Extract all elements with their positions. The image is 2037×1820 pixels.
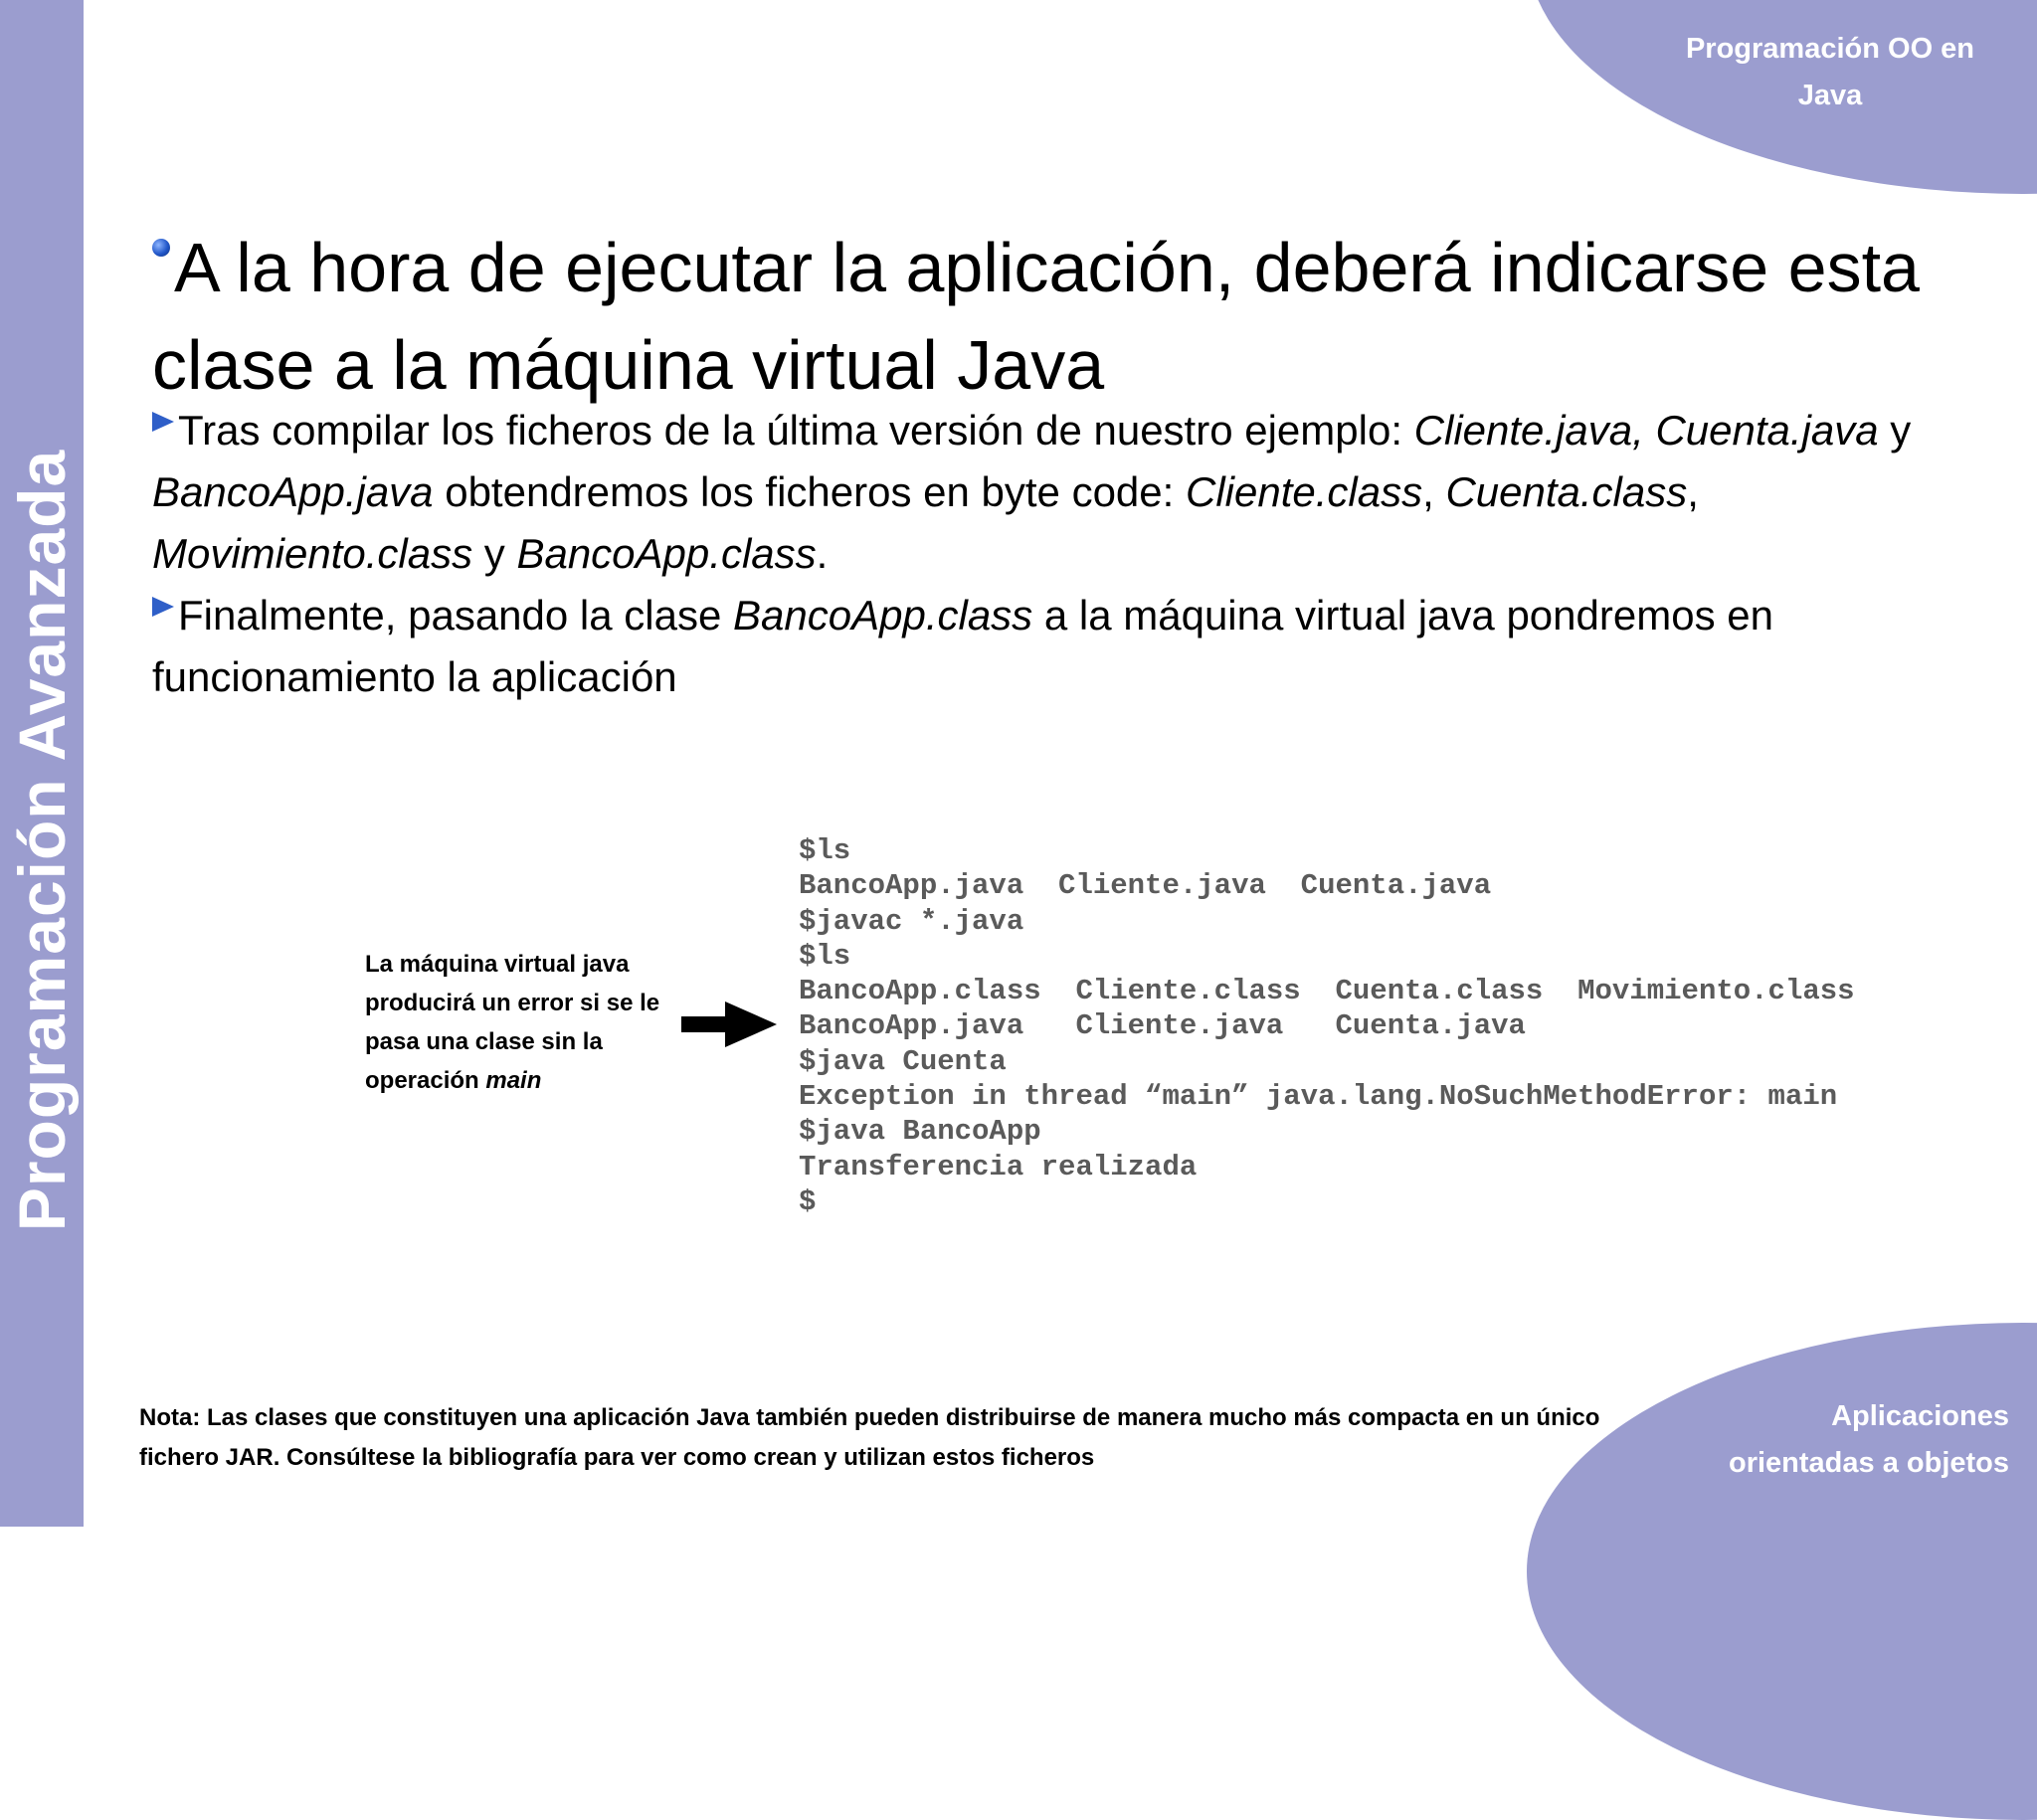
terminal-line: BancoApp.java Cliente.java Cuenta.java xyxy=(799,1009,1526,1043)
sidebar xyxy=(0,0,84,1527)
bullet-text: , xyxy=(1687,468,1699,515)
terminal-line: $java BancoApp xyxy=(799,1115,1041,1149)
bullet-item-compile xyxy=(152,400,1972,585)
right-arrow-icon xyxy=(681,1001,777,1047)
bullet-text: Tras compilar los ficheros de la última versión de nuestro ejemplo: xyxy=(178,407,1414,454)
bullet-text: Finalmente, pasando la clase xyxy=(178,592,733,638)
side-note-emphasis: main xyxy=(485,1067,542,1094)
bullet-text: y xyxy=(472,530,517,577)
file-name: Cuenta.class xyxy=(1445,468,1688,515)
terminal-line: $ xyxy=(799,1184,817,1218)
terminal-line: $ls xyxy=(799,939,851,973)
bullet-text: y xyxy=(1878,407,1912,454)
bullet-text: , xyxy=(1422,468,1446,515)
sphere-bullet-icon xyxy=(152,239,170,257)
bullet-text: a la máquina virtual java pondremos en funcionamiento la aplicación xyxy=(152,592,1773,700)
file-name: Movimiento.class xyxy=(152,530,473,577)
terminal-line: $java Cuenta xyxy=(799,1044,1007,1078)
side-note-text: La máquina virtual java producirá un error si se le pasa una clase sin la operación xyxy=(365,951,660,1094)
triangle-bullet-icon xyxy=(152,597,174,617)
footnote: Nota: Las clases que constituyen una aplicación Java también pueden distribuirse de manera mucho más compacta en un único fichero JAR. Consúltese la bibliografía para ver como crean y utilizan estos ficheros xyxy=(139,1404,1600,1471)
file-name: Cliente.java, Cuenta.java xyxy=(1413,407,1879,454)
bullet-list xyxy=(152,400,1972,708)
terminal-output xyxy=(799,833,1855,1219)
header-corner-title xyxy=(1651,26,2009,119)
terminal-line: Exception in thread “main” java.lang.NoSuchMethodError: main xyxy=(799,1080,1838,1114)
file-name: BancoApp.class xyxy=(516,530,817,577)
file-name: Cliente.class xyxy=(1185,468,1423,515)
header-corner-line2: Java xyxy=(1797,80,1863,111)
bullet-text: obtendremos los ficheros en byte code: xyxy=(433,468,1186,515)
triangle-bullet-icon xyxy=(152,412,174,432)
main-heading xyxy=(152,219,1962,414)
bullet-item-run xyxy=(152,585,1972,708)
terminal-line: $javac *.java xyxy=(799,904,1024,938)
bullet-text: . xyxy=(816,530,829,577)
file-name: BancoApp.java xyxy=(152,468,434,515)
header-corner-line1: Programación OO en xyxy=(1685,33,1975,65)
footer-corner-title xyxy=(1651,1393,2009,1487)
side-note xyxy=(365,945,683,1100)
terminal-line: $ls xyxy=(799,834,851,867)
main-heading-text: A la hora de ejecutar la aplicación, deberá indicarse esta clase a la máquina virtual Java xyxy=(152,229,1920,404)
footer-corner-line2: orientadas a objetos xyxy=(1728,1447,2009,1479)
terminal-line: BancoApp.java Cliente.java Cuenta.java xyxy=(799,869,1492,903)
footer-corner-line1: Aplicaciones xyxy=(1831,1400,2009,1432)
terminal-line: Transferencia realizada xyxy=(799,1150,1198,1183)
sidebar-title: Programación Avanzada xyxy=(5,449,79,1232)
file-name: BancoApp.class xyxy=(733,592,1033,638)
terminal-line: BancoApp.class Cliente.class Cuenta.class Movimiento.class xyxy=(799,975,1855,1008)
